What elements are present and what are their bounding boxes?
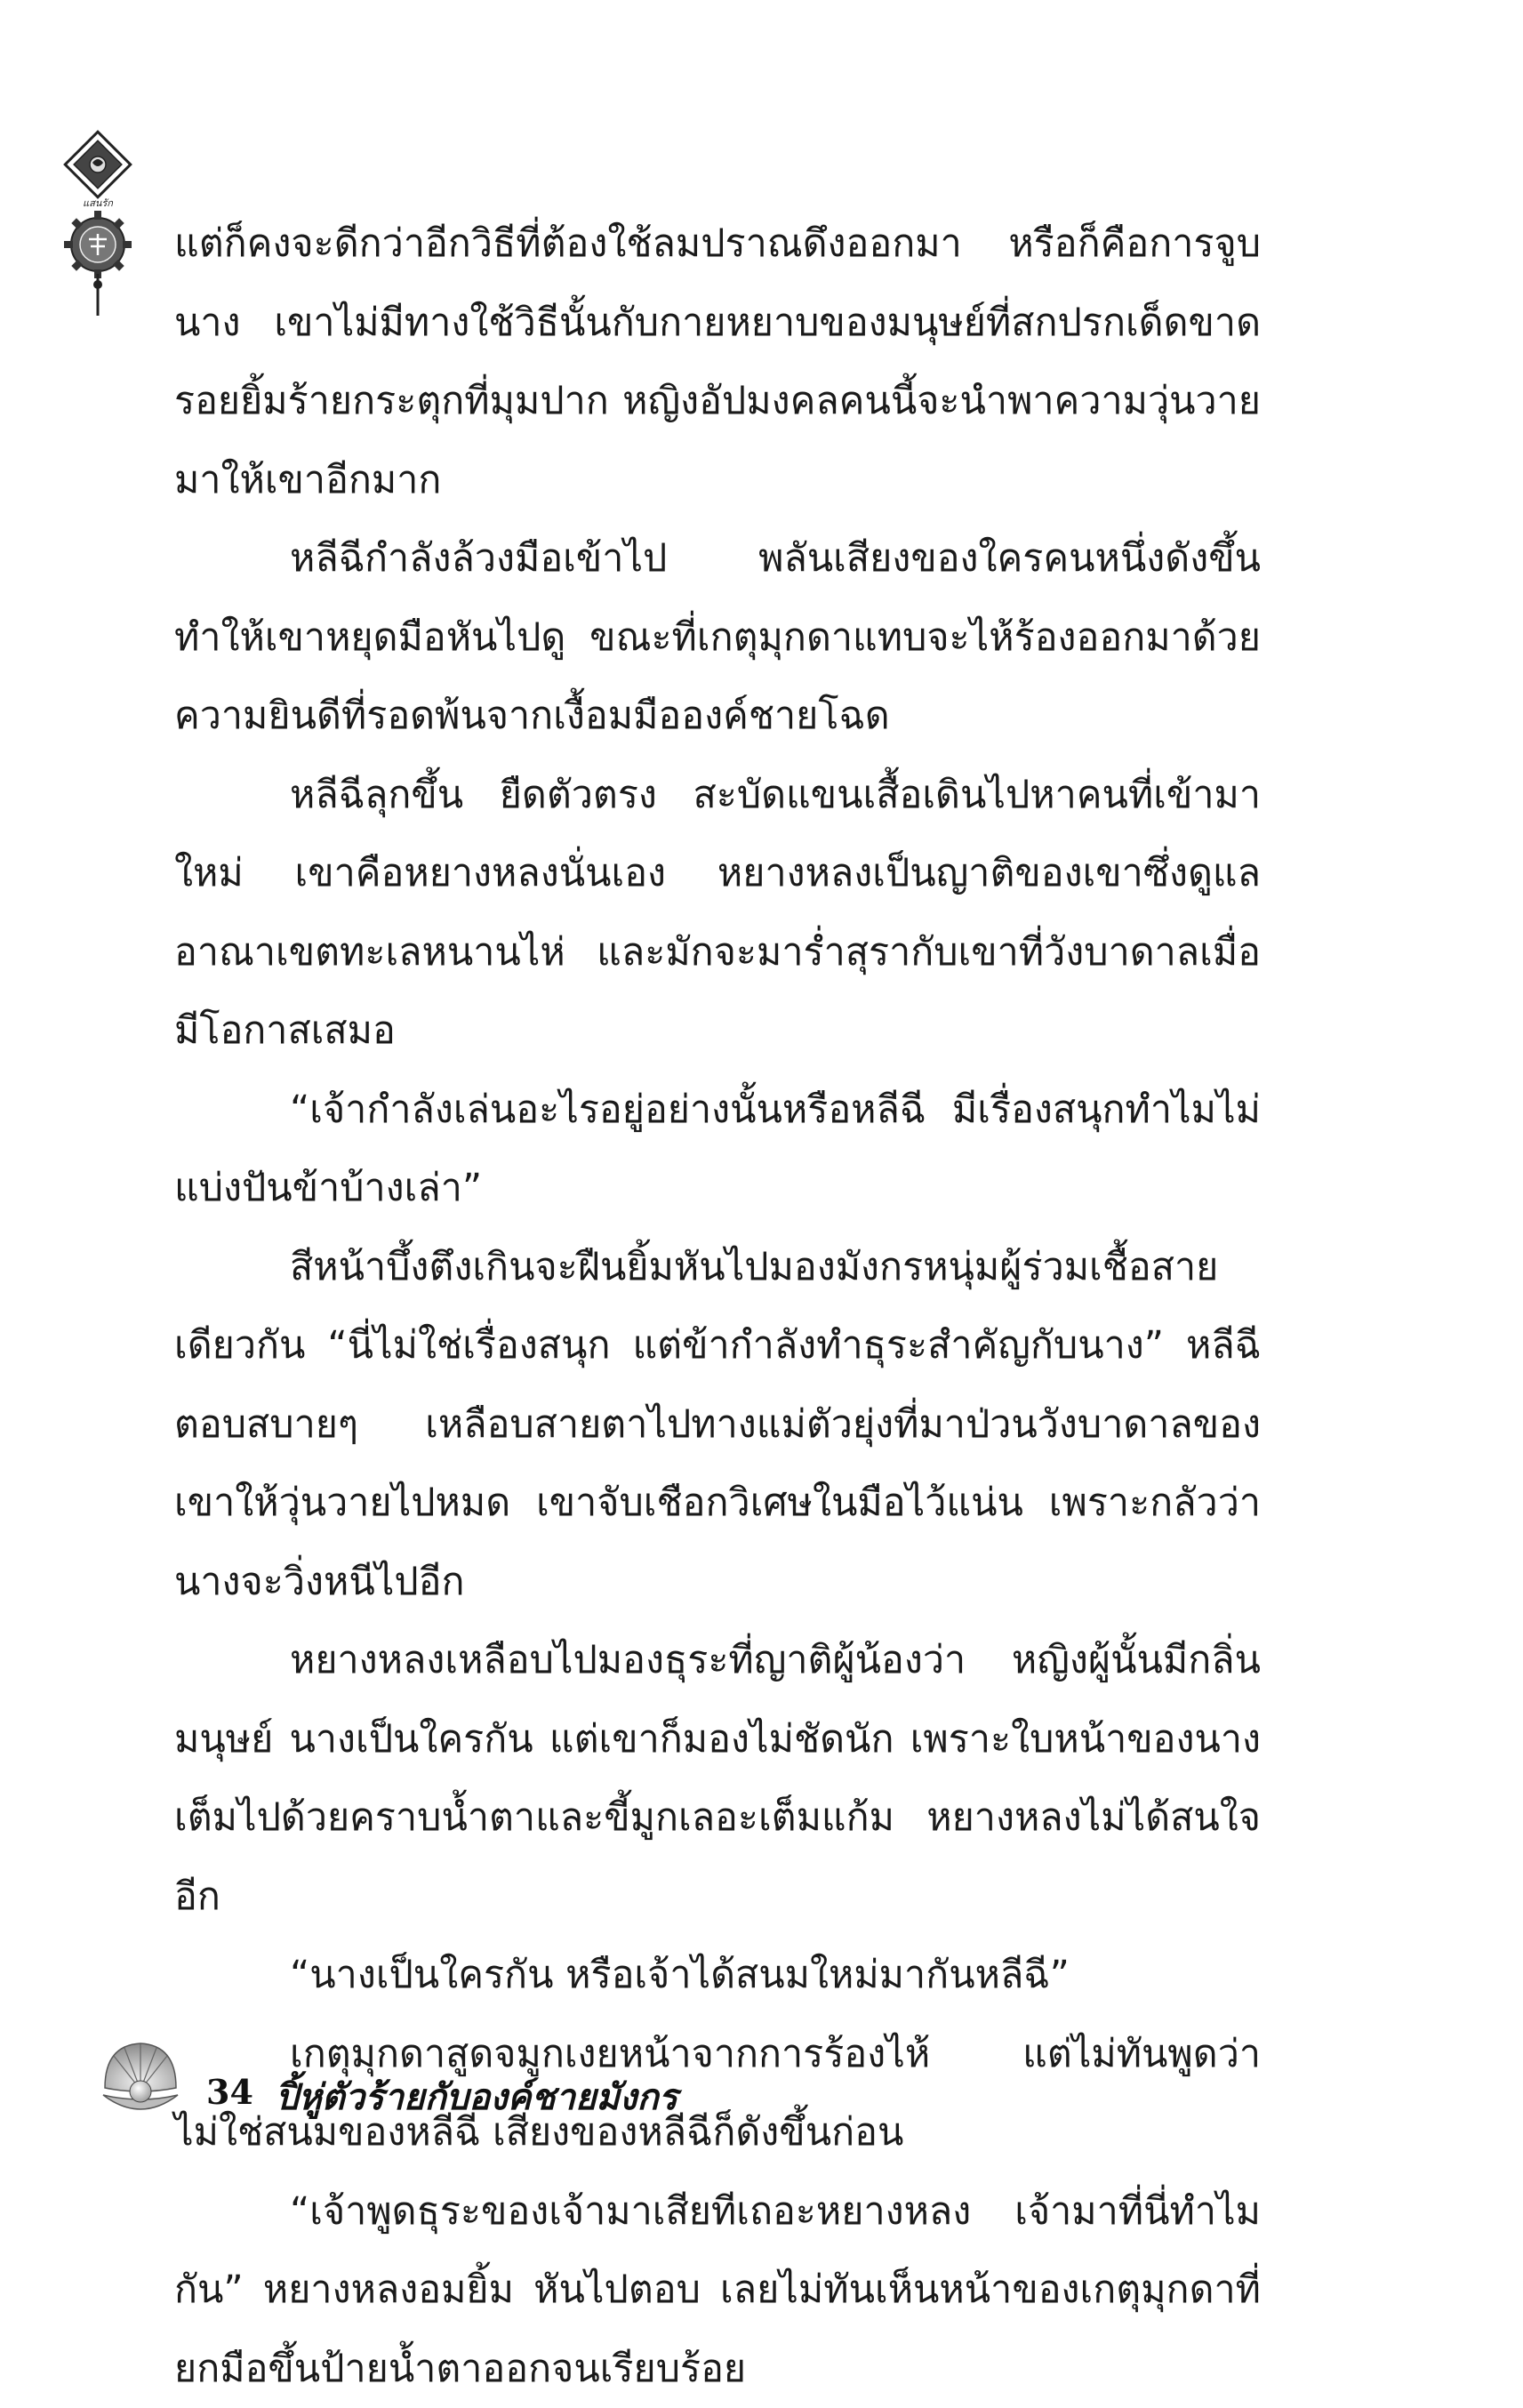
paragraph: “นางเป็นใครกัน หรือเจ้าได้สนมใหม่มากันหลีฉี” — [174, 1936, 1261, 2015]
paragraph: “เจ้าพูดธุระของเจ้ามาเสียทีเถอะหยางหลง เจ้ามาที่นี่ทำไมกัน” หยางหลงอมยิ้ม หันไปตอบ เลยไม่ทันเห็นหน้าของเกตุมุกดาที่ยกมือขึ้นป้ายน้ำตาออกจนเรียบร้อย — [174, 2172, 1261, 2408]
paragraph: เกตุมุกดาสูดจมูกเงยหน้าจากการร้องไห้ แต่ไม่ทันพูดว่า ไม่ใช่สนมของหลีฉี เสียงของหลีฉีก็ดังขึ้นก่อน — [174, 2015, 1261, 2172]
paragraph: สีหน้าบึ้งตึงเกินจะฝืนยิ้มหันไปมองมังกรหนุ่มผู้ร่วมเชื้อสายเดียวกัน “นี่ไม่ใช่เรื่องสนุก แต่ข้ากำลังทำธุระสำคัญกับนาง” หลีฉีตอบสบายๆ เหลือบสายตาไปทางแม่ตัวยุ่งที่มาป่วนวังบาดาลของเขาให้วุ่นวายไปหมด เขาจับเชือกวิเศษในมือไว้แน่น เพราะกลัวว่านางจะวิ่งหนีไปอีก — [174, 1228, 1261, 1622]
pearl-shell-icon — [98, 2036, 183, 2125]
paragraph: “เจ้ากำลังเล่นอะไรอยู่อย่างนั้นหรือหลีฉี มีเรื่องสนุกทำไมไม่แบ่งปันข้าบ้างเล่า” — [174, 1071, 1261, 1228]
emblem-label: แสนรัก — [83, 197, 114, 209]
publisher-emblem-icon — [53, 124, 142, 320]
paragraph: หลีฉีกำลังล้วงมือเข้าไป พลันเสียงของใครคนหนึ่งดังขึ้น ทำให้เขาหยุดมือหันไปดู ขณะที่เกตุมุกดาแทบจะไห้ร้องออกมาด้วยความยินดีที่รอดพ้นจากเงื้อมมือองค์ชายโฉด — [174, 519, 1261, 756]
paragraph: หยางหลงเหลือบไปมองธุระที่ญาติผู้น้องว่า หญิงผู้นั้นมีกลิ่นมนุษย์ นางเป็นใครกัน แต่เขาก็มองไม่ชัดนัก เพราะใบหน้าของนางเต็มไปด้วยคราบน้ำตาและขี้มูกเลอะเต็มแก้ม หยางหลงไม่ได้สนใจอีก — [174, 1621, 1261, 1936]
page-footer — [98, 2036, 809, 2134]
paragraph: แต่ก็คงจะดีกว่าอีกวิธีที่ต้องใช้ลมปราณดึงออกมา หรือก็คือการจูบนาง เขาไม่มีทางใช้วิธีนั้นกับกายหยาบของมนุษย์ที่สกปรกเด็ดขาด รอยยิ้มร้ายกระตุกที่มุมปาก หญิงอัปมงคลคนนี้จะนำพาความวุ่นวายมาให้เขาอีกมาก — [174, 205, 1261, 519]
book-title: ปิ้หู่ตัวร้ายกับองค์ชายมังกร — [276, 2068, 677, 2125]
paragraph: หลีฉีลุกขึ้น ยืดตัวตรง สะบัดแขนเสื้อเดินไปหาคนที่เข้ามาใหม่ เขาคือหยางหลงนั่นเอง หยางหลงเป็นญาติของเขาซึ่งดูแลอาณาเขตทะเลหนานไห่ และมักจะมาร่ำสุรากับเขาที่วังบาดาลเมื่อมีโอกาสเสมอ — [174, 756, 1261, 1071]
page-number: 34 — [206, 2072, 253, 2112]
